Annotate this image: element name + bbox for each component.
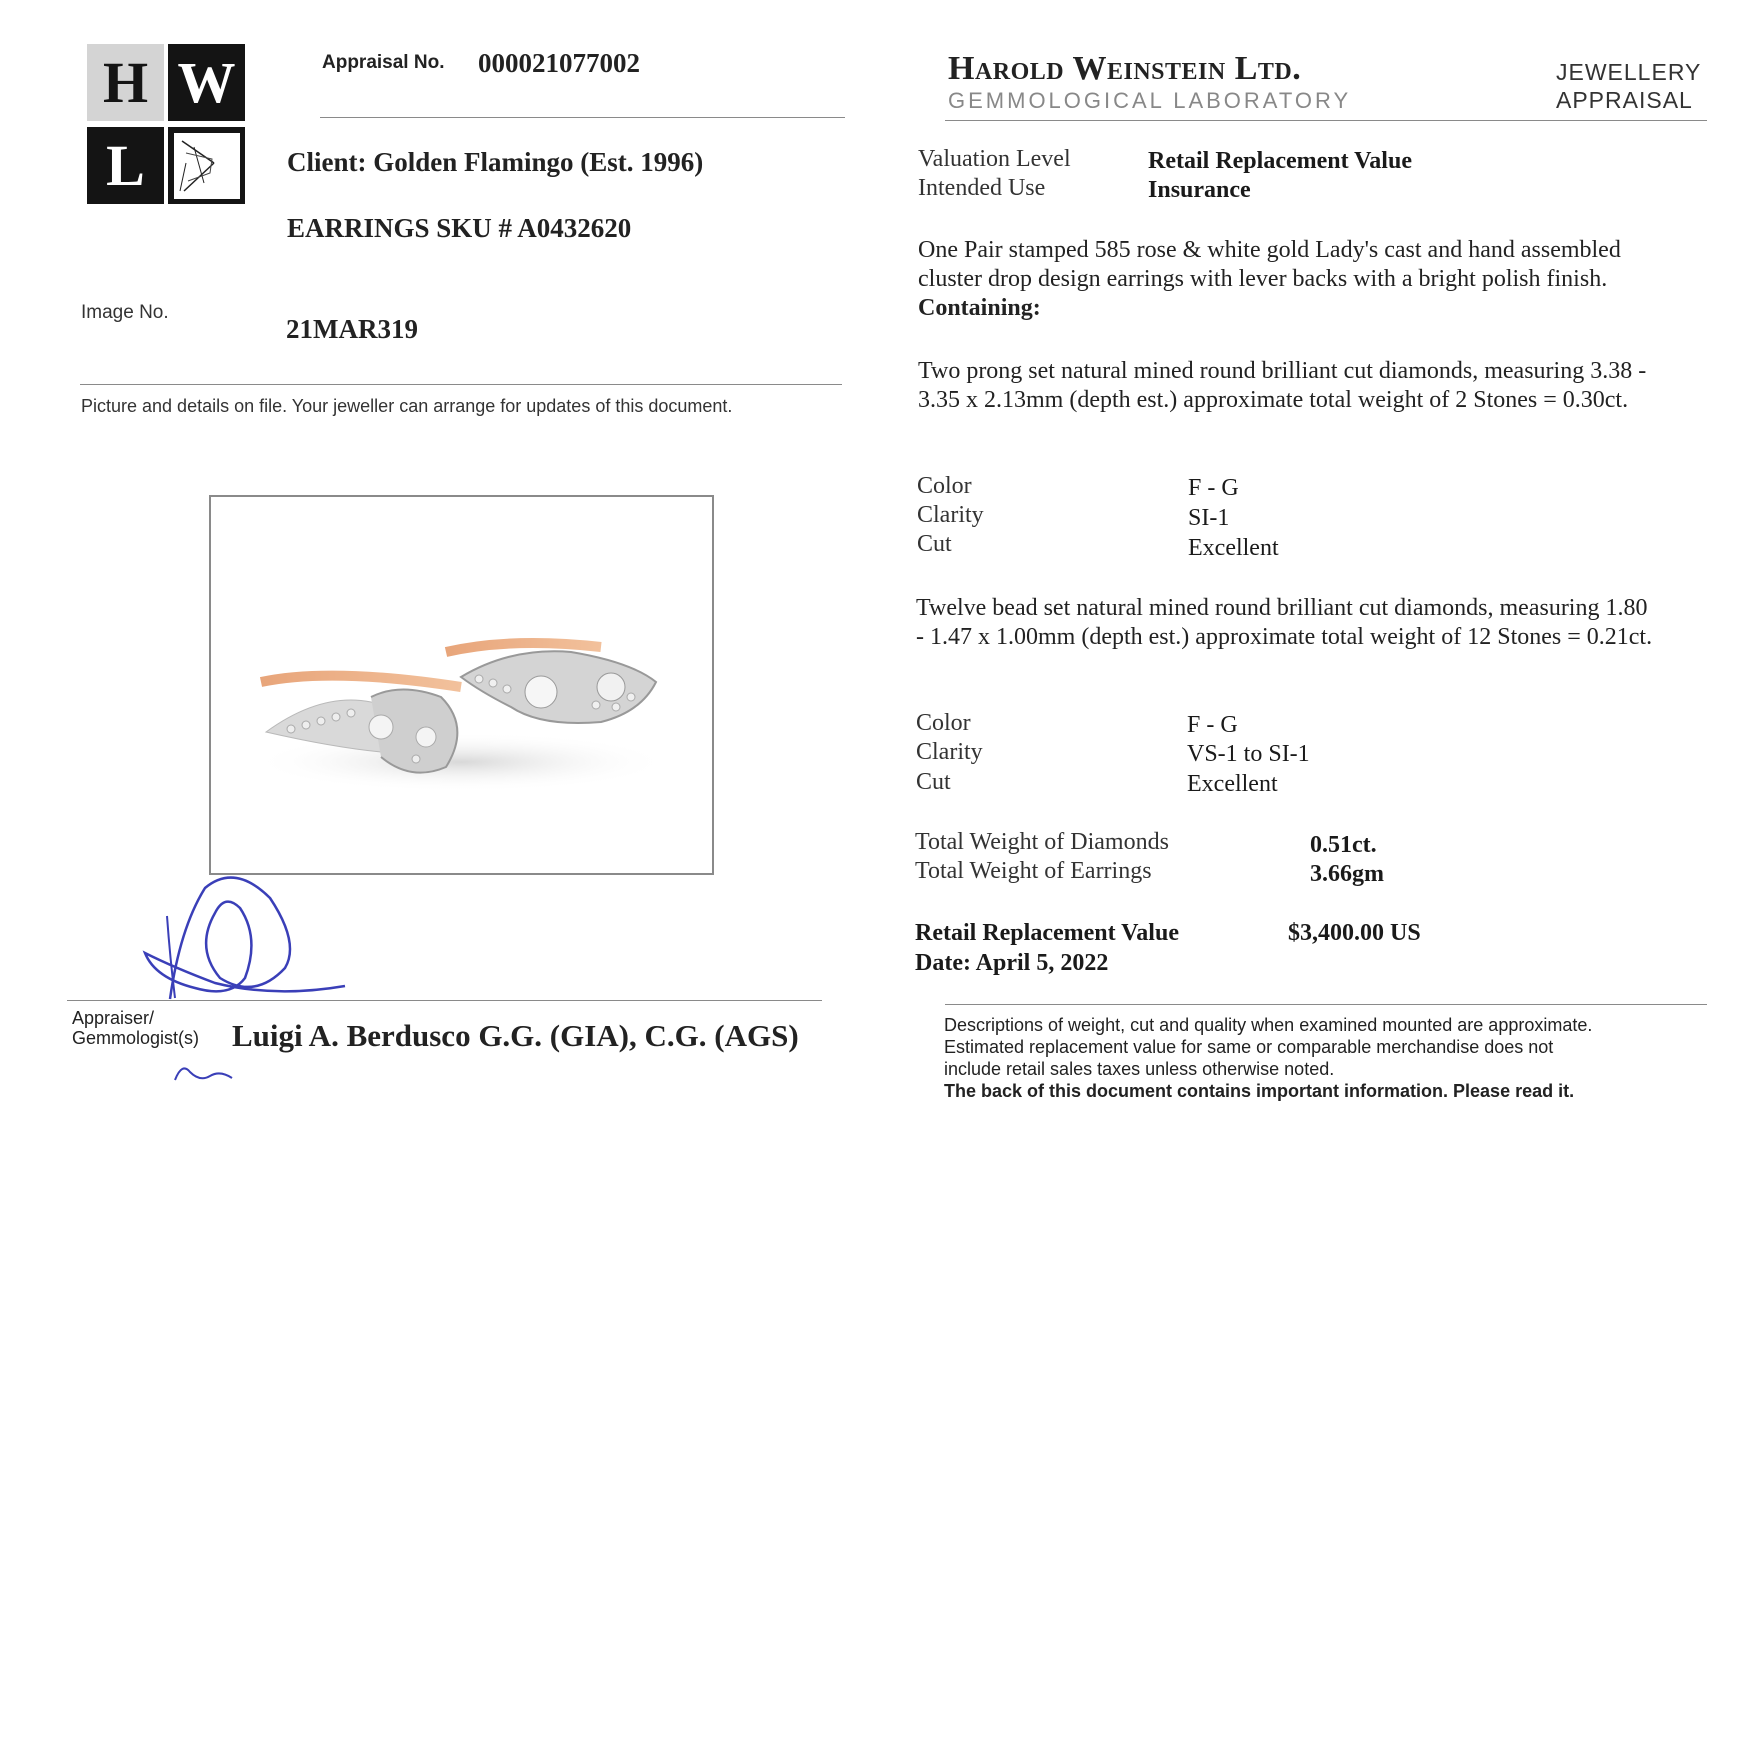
logo-l: L <box>87 127 164 204</box>
company-subtitle: GEMMOLOGICAL LABORATORY <box>948 88 1352 113</box>
disclaimer-line: Descriptions of weight, cut and quality when examined mounted are approximate. <box>944 1015 1593 1035</box>
appraiser-label-line2: Gemmologist(s) <box>72 1028 200 1048</box>
valuation-level-label: Valuation Level <box>918 146 1071 172</box>
total-diamonds-value: 0.51ct. <box>1310 832 1377 858</box>
appraiser-label-line1: Appraiser/ <box>72 1008 155 1028</box>
disclaimer-line: include retail sales taxes unless otherwise noted. <box>944 1059 1335 1079</box>
disclaimer <box>944 1014 1592 1102</box>
containing-label: Containing: <box>918 295 1041 321</box>
picture-note: Picture and details on file. Your jeweller can arrange for updates of this document. <box>81 396 733 416</box>
grade-label: Cut <box>916 769 951 795</box>
description-text: One Pair stamped 585 rose & white gold Lady's cast and hand assembled cluster drop design earrings with lever backs with a bright polish finish. <box>918 237 1621 292</box>
grade-value: F - G <box>1188 475 1239 501</box>
document-type <box>1556 58 1701 114</box>
divider <box>80 384 842 385</box>
retail-value-label: Retail Replacement Value <box>915 920 1179 946</box>
sku-line: EARRINGS SKU # A0432620 <box>287 213 632 243</box>
grade-label: Clarity <box>917 502 984 528</box>
total-earrings-value: 3.66gm <box>1310 861 1384 887</box>
document-type-line1: JEWELLERY <box>1556 59 1702 85</box>
appraisal-date: Date: April 5, 2022 <box>915 950 1109 976</box>
grade-label: Color <box>916 710 971 736</box>
image-number-label: Image No. <box>81 302 169 323</box>
logo-gem-mark <box>168 127 245 204</box>
gem-mark-icon <box>174 133 240 199</box>
grade-value: SI-1 <box>1188 505 1230 531</box>
grade-value: Excellent <box>1188 535 1279 561</box>
divider <box>945 120 1707 121</box>
divider <box>945 1004 1707 1005</box>
intended-use-label: Intended Use <box>918 175 1046 201</box>
total-earrings-label: Total Weight of Earrings <box>915 858 1152 884</box>
diamond-group-1: Two prong set natural mined round brilliant cut diamonds, measuring 3.38 - 3.35 x 2.13mm (depth est.) approximate total weight of 2 Stones = 0.30ct. <box>918 358 1647 413</box>
grade-value: F - G <box>1187 712 1238 738</box>
valuation-level-value: Retail Replacement Value <box>1148 148 1412 174</box>
disclaimer-line: Estimated replacement value for same or comparable merchandise does not <box>944 1037 1554 1057</box>
document-type-line2: APPRAISAL <box>1556 87 1693 113</box>
diamond-group-2: Twelve bead set natural mined round brilliant cut diamonds, measuring 1.80 - 1.47 x 1.00mm (depth est.) approximate total weight of 12 Stones = 0.21ct. <box>916 595 1653 650</box>
grade-value: VS-1 to SI-1 <box>1187 741 1310 767</box>
retail-value-amount: $3,400.00 US <box>1288 920 1421 946</box>
disclaimer-notice: The back of this document contains important information. Please read it. <box>944 1081 1575 1101</box>
client-line: Client: Golden Flamingo (Est. 1996) <box>287 147 704 177</box>
appraiser-signature <box>135 868 365 1008</box>
logo-h: H <box>87 44 164 121</box>
grade-value: Excellent <box>1187 771 1278 797</box>
image-number: 21MAR319 <box>286 314 418 344</box>
divider <box>320 117 845 118</box>
appraiser-name: Luigi A. Berdusco G.G. (GIA), C.G. (AGS) <box>232 1018 799 1053</box>
divider <box>67 1000 822 1001</box>
company-name: Harold Weinstein Ltd. <box>948 50 1302 87</box>
appraiser-label <box>72 1008 199 1048</box>
logo-w: W <box>168 44 245 121</box>
earrings-image <box>211 497 712 873</box>
item-description <box>918 236 1653 323</box>
total-diamonds-label: Total Weight of Diamonds <box>915 829 1169 855</box>
grade-label: Clarity <box>916 739 983 765</box>
grade-label: Color <box>917 473 972 499</box>
earrings-photo <box>209 495 714 875</box>
grade-label: Cut <box>917 531 952 557</box>
intended-use-value: Insurance <box>1148 177 1251 203</box>
appraisal-number: 000021077002 <box>478 48 640 78</box>
appraisal-label: Appraisal No. <box>322 52 445 73</box>
initials-mark <box>170 1052 240 1092</box>
